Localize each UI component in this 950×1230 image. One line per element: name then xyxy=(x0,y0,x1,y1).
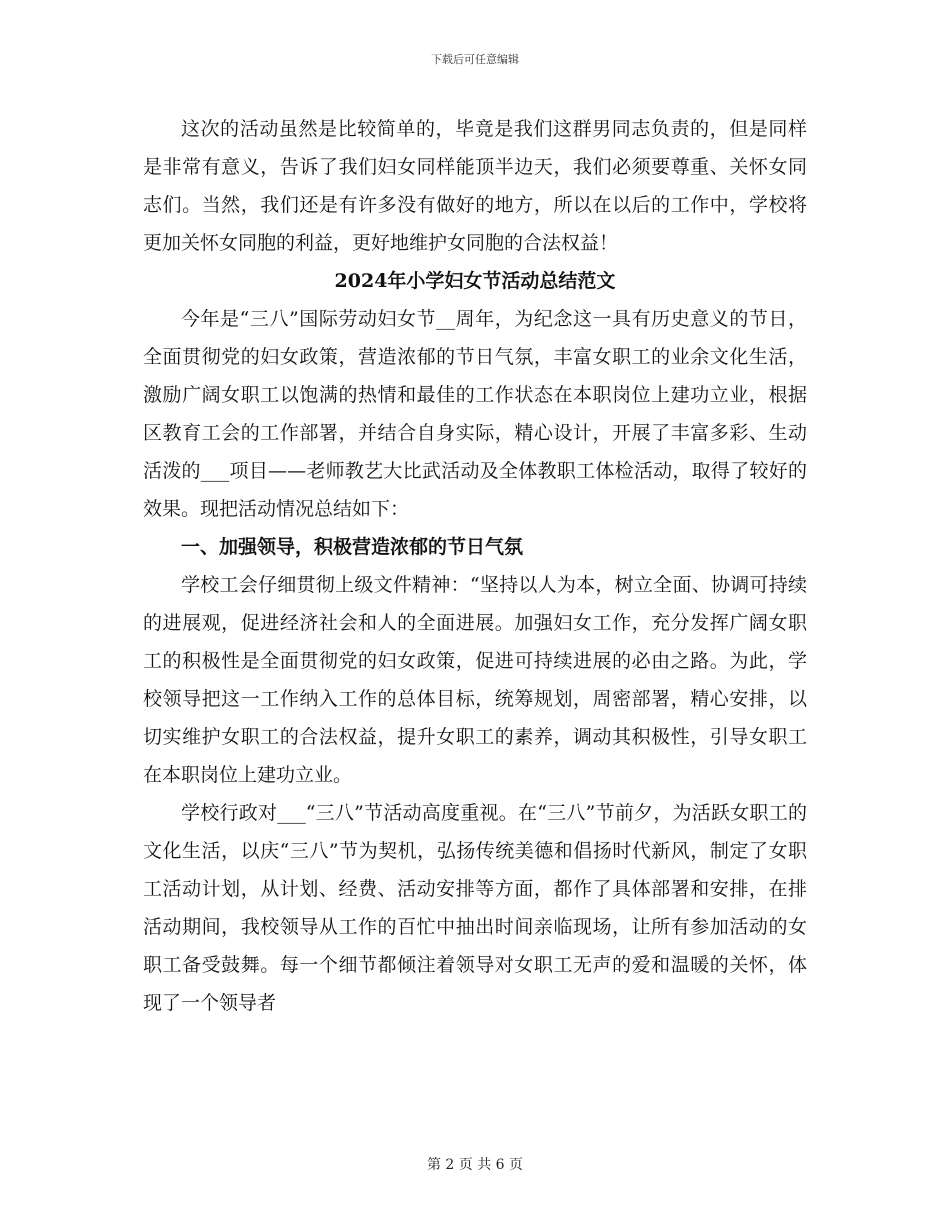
paragraph-union-spirit: 学校工会仔细贯彻上级文件精神：“坚持以人为本，树立全面、协调可持续的进展观，促进经济社会和人的全面进展。加强妇女工作，充分发挥广阔女职工的积极性是全面贯彻党的妇女政策，促进可持续进展的必由之路。为此，学校领导把这一工作纳入工作的总体目标，统筹规划，周密部署，精心安排，以切实维护女职工的合法权益，提升女职工的素养，调动其积极性，引导女职工在本职岗位上建功立业。 xyxy=(143,574,807,786)
paragraph-closing: 这次的活动虽然是比较简单的，毕竟是我们这群男同志负责的，但是同样是非常有意义，告诉了我们妇女同样能顶半边天，我们必须要尊重、关怀女同志们。当然，我们还是有许多没有做好的地方，所以在以后的工作中，学校将更加关怀女同胞的利益，更好地维护女同胞的合法权益！ xyxy=(143,118,807,254)
page-number: 第 2 页 共 6 页 xyxy=(426,1157,524,1173)
paragraph-intro: 今年是“三八”国际劳动妇女节__周年，为纪念这一具有历史意义的节日，全面贯彻党的妇女政策，营造浓郁的节日气氛，丰富女职工的业余文化生活，激励广阔女职工以饱满的热情和最佳的工作状态在本职岗位上建功立业，根据区教育工会的工作部署，并结合自身实际，精心设计，开展了丰富多彩、生动活泼的___项目——老师教艺大比武活动及全体教职工体检活动，取得了较好的效果。现把活动情况总结如下： xyxy=(143,308,807,520)
section-heading: 一、加强领导，积极营造浓郁的节日气氛 xyxy=(181,536,524,558)
page-header-note: 下载后可任意编辑 xyxy=(431,53,519,66)
document-title: 2024年小学妇女节活动总结范文 xyxy=(334,270,616,292)
paragraph-administration: 学校行政对___“三八”节活动高度重视。在“三八”节前夕，为活跃女职工的文化生活，以庆“三八”节为契机，弘扬传统美德和倡扬时代新风，制定了女职工活动计划，从计划、经费、活动安排等方面，都作了具体部署和安排，在排活动期间，我校领导从工作的百忙中抽出时间亲临现场，让所有参加活动的女职工备受鼓舞。每一个细节都倾注着领导对女职工无声的爱和温暖的关怀，体现了一个领导者 xyxy=(143,802,807,1014)
document-body xyxy=(143,110,807,1022)
